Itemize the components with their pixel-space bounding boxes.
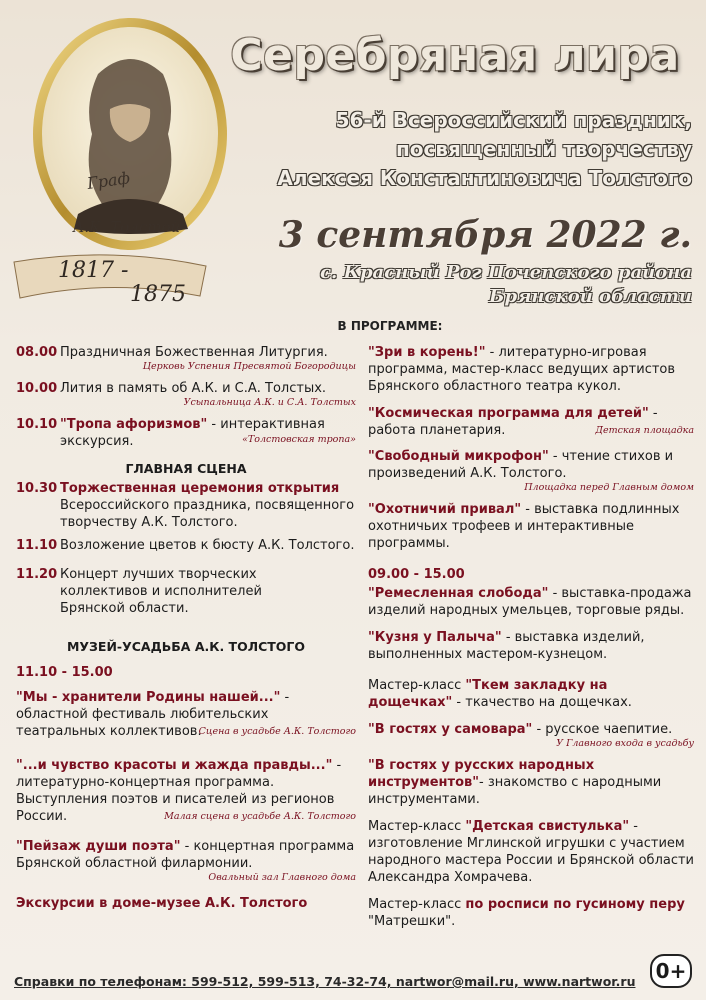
item-text: - областной фестиваль любительских театральных коллективов. bbox=[16, 690, 290, 739]
years-start: 1817 - bbox=[58, 258, 129, 283]
program-item bbox=[368, 344, 694, 395]
program-item bbox=[368, 721, 694, 738]
item-title: "Зри в корень!" bbox=[368, 345, 486, 360]
program-item bbox=[368, 629, 694, 663]
item-title: "Охотничий привал" bbox=[368, 502, 522, 517]
museum-excursion: Экскурсии в доме-музее А.К. Толстого bbox=[16, 896, 308, 911]
item-text: - литературно-концертная программа. Выступления поэтов и писателей из регионов России. bbox=[16, 758, 342, 824]
program-item bbox=[368, 896, 694, 930]
place-line-2: Брянской области bbox=[489, 286, 692, 307]
item-text: Праздничная Божественная Литургия. bbox=[60, 345, 328, 360]
item-title: "Космическая программа для детей" bbox=[368, 406, 649, 421]
event-date: 3 сентября 2022 г. bbox=[278, 214, 692, 256]
item-time: 11.10 bbox=[16, 538, 58, 553]
program-item bbox=[16, 380, 356, 397]
program-item bbox=[16, 537, 356, 554]
item-location: Сцена в усадьбе А.К. Толстого bbox=[198, 726, 356, 737]
program-item bbox=[368, 448, 694, 482]
program-item bbox=[368, 818, 694, 886]
program-item bbox=[368, 585, 694, 619]
svg-text:Граф: Граф bbox=[85, 168, 132, 193]
item-title: "В гостях у самовара" bbox=[368, 722, 533, 737]
years-end: 1875 bbox=[130, 282, 186, 307]
contacts-footer: Справки по телефонам: 599-512, 599-513, 74-32-74, nartwor@mail.ru, www.nartwor.ru bbox=[14, 974, 636, 989]
item-title: "Тропа афоризмов" bbox=[60, 417, 208, 432]
item-title: "Кузня у Палыча" bbox=[368, 630, 502, 645]
item-time: 10.00 bbox=[16, 381, 58, 396]
program-item bbox=[16, 480, 356, 531]
item-location: «Толстовская тропа» bbox=[242, 434, 356, 445]
age-rating-badge: 0+ bbox=[650, 954, 692, 988]
item-time: 08.00 bbox=[16, 345, 58, 360]
right-time: 09.00 - 15.00 bbox=[368, 567, 465, 582]
item-text: - выставка изделий, выполненных мастером-кузнецом. bbox=[368, 630, 645, 662]
program-item bbox=[368, 757, 694, 808]
item-prefix: Мастер-класс bbox=[368, 897, 466, 912]
item-title: по росписи по гусиному перу bbox=[465, 897, 685, 912]
item-time: 11.20 bbox=[16, 567, 58, 582]
item-text: - чтение стихов и произведений А.К. Толстого. bbox=[368, 449, 674, 481]
item-text: - работа планетария. bbox=[368, 406, 658, 438]
item-text: Лития в память об А.К. и С.А. Толстых. bbox=[60, 381, 327, 396]
svg-text:А.К. Толстой: А.К. Толстой bbox=[73, 218, 181, 236]
item-text: - русское чаепитие. bbox=[532, 722, 673, 737]
section-heading-museum: МУЗЕЙ-УСАДЬБА А.К. ТОЛСТОГО bbox=[66, 639, 306, 654]
museum-time: 11.10 - 15.00 bbox=[16, 665, 113, 680]
program-item bbox=[368, 677, 694, 711]
portrait-medallion bbox=[18, 14, 232, 254]
subtitle-line-2: посвященный творчеству bbox=[395, 137, 692, 161]
right-column bbox=[368, 344, 694, 930]
item-title: "В гостях у русских народных инструментов" bbox=[368, 758, 595, 790]
item-text: Всероссийского праздника, посвященного творчеству А.К. Толстого. bbox=[60, 498, 355, 530]
item-location: Овальный зал Главного дома bbox=[208, 872, 356, 883]
place-line-1: с. Красный Рог Почепского района bbox=[320, 262, 692, 283]
program-item bbox=[368, 501, 694, 552]
item-title: Торжественная церемония открытия bbox=[60, 481, 340, 496]
item-text: - знакомство с народными инструментами. bbox=[368, 775, 662, 807]
item-text: "Матрешки". bbox=[368, 914, 456, 929]
program-item bbox=[16, 566, 356, 617]
item-text: Концерт лучших творческих коллективов и исполнителей Брянской области. bbox=[60, 567, 262, 616]
item-title: "Ремесленная слобода" bbox=[368, 586, 549, 601]
program-item bbox=[16, 838, 356, 872]
item-prefix: Мастер-класс bbox=[368, 819, 466, 834]
item-time: 10.10 bbox=[16, 417, 58, 432]
item-text: - интерактивная экскурсия. bbox=[60, 417, 325, 449]
item-title: "Ткем закладку на дощечках" bbox=[368, 678, 608, 710]
item-location: У Главного входа в усадьбу bbox=[556, 738, 694, 749]
item-location: Площадка перед Главным домом bbox=[524, 482, 694, 493]
item-location: Малая сцена в усадьбе А.К. Толстого bbox=[164, 811, 356, 822]
item-title: "Свободный микрофон" bbox=[368, 449, 549, 464]
item-text: - изготовление Мглинской игрушки с участием народного мастера России и Брянской области Александра Хомрачева. bbox=[368, 819, 695, 885]
section-heading-main-stage: ГЛАВНАЯ СЦЕНА bbox=[125, 461, 247, 476]
item-time: 10.30 bbox=[16, 481, 58, 496]
program-heading: В ПРОГРАММЕ: bbox=[337, 319, 443, 333]
item-text: Возложение цветов к бюсту А.К. Толстого. bbox=[60, 538, 355, 553]
item-title: "Детская свистулька" bbox=[465, 819, 630, 834]
subtitle-line-3: Алексея Константиновича Толстого bbox=[277, 166, 692, 190]
item-text: - литературно-игровая программа, мастер-класс ведущих артистов Брянского областного театра кукол. bbox=[368, 345, 676, 394]
program-item bbox=[16, 344, 356, 361]
item-location: Детская площадка bbox=[595, 425, 694, 436]
subtitle-line-1: 56-й Всероссийский праздник, bbox=[335, 108, 692, 132]
left-column bbox=[16, 344, 356, 912]
item-title: "Пейзаж души поэта" bbox=[16, 839, 181, 854]
item-location: Усыпальница А.К. и С.А. Толстых bbox=[183, 397, 356, 408]
item-title: "...и чувство красоты и жажда правды..." bbox=[16, 758, 333, 773]
item-text: - выставка-продажа изделий народных умельцев, торговые ряды. bbox=[368, 586, 692, 618]
item-text: - выставка подлинных охотничьих трофеев и интерактивные программы. bbox=[368, 502, 680, 551]
item-text: - ткачество на дощечках. bbox=[452, 695, 632, 710]
page-title: Серебряная лира bbox=[230, 30, 680, 81]
item-text: - концертная программа Брянской областной филармонии. bbox=[16, 839, 355, 871]
item-title: "Мы - хранители Родины нашей..." bbox=[16, 690, 281, 705]
item-prefix: Мастер-класс bbox=[368, 678, 466, 693]
item-location: Церковь Успения Пресвятой Богородицы bbox=[142, 361, 356, 372]
